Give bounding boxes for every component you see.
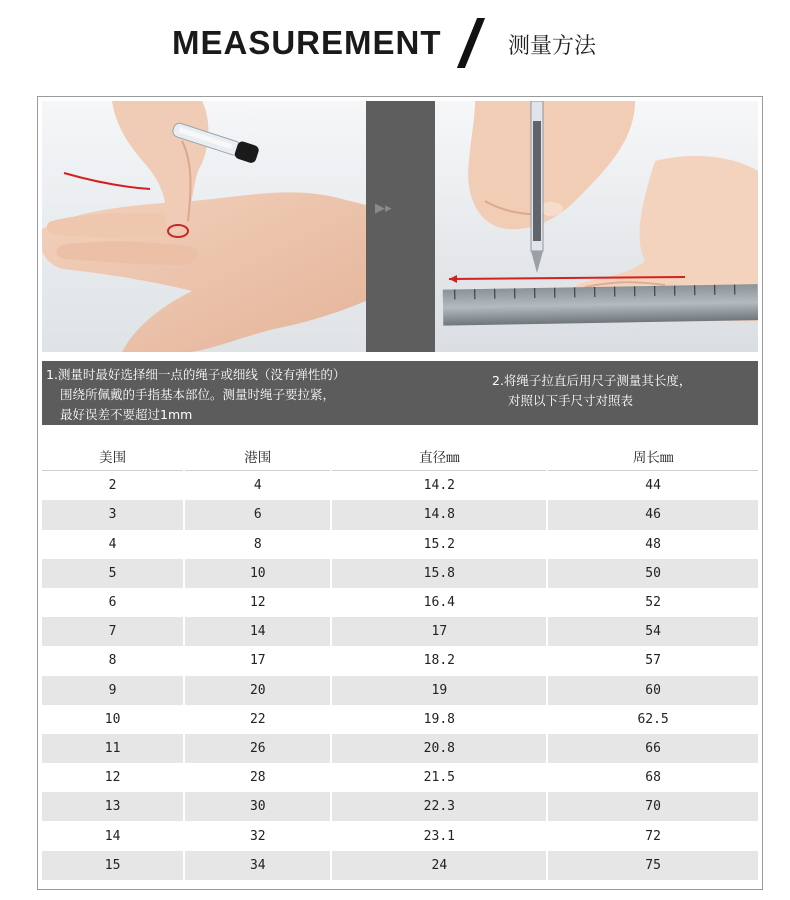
instruction-banner bbox=[42, 361, 758, 425]
cell-us-size: 8 bbox=[42, 646, 184, 675]
table-row bbox=[42, 471, 758, 501]
cell-us-size: 14 bbox=[42, 821, 184, 850]
page-title: MEASUREMENT bbox=[172, 24, 442, 61]
cell-diameter: 14.2 bbox=[331, 471, 547, 501]
cell-us-size: 6 bbox=[42, 588, 184, 617]
cell-hk-size: 12 bbox=[184, 588, 331, 617]
cell-hk-size: 4 bbox=[184, 471, 331, 501]
cell-circumference: 44 bbox=[645, 478, 661, 494]
cell-hk-size: 32 bbox=[184, 821, 331, 850]
ruler-measuring-icon bbox=[435, 101, 758, 352]
page-subtitle: 测量方法 bbox=[508, 34, 597, 59]
cell-diameter: 19.8 bbox=[331, 705, 547, 734]
cell-hk-size: 10 bbox=[184, 559, 331, 588]
table-row bbox=[42, 617, 758, 646]
cell-circumference: 50 bbox=[547, 559, 758, 588]
slash-divider bbox=[457, 18, 485, 68]
cell-hk-size: 34 bbox=[184, 851, 331, 880]
cell-us-size: 9 bbox=[42, 676, 184, 705]
instruction-text: 最好误差不要超过1mm bbox=[60, 407, 193, 422]
cell-diameter: 21.5 bbox=[331, 763, 547, 792]
cell-circumference: 46 bbox=[547, 500, 758, 529]
cell-us-size: 13 bbox=[42, 792, 184, 821]
cell-hk-size: 22 bbox=[184, 705, 331, 734]
cell-diameter: 18.2 bbox=[331, 646, 547, 675]
cell-circumference: 57 bbox=[645, 653, 661, 669]
table-row bbox=[42, 821, 758, 850]
table-row bbox=[42, 851, 758, 880]
cell-diameter: 22.3 bbox=[331, 792, 547, 821]
ruler-measure-photo bbox=[435, 101, 758, 352]
cell-circumference: 66 bbox=[547, 734, 758, 763]
instruction-text: 围绕所佩戴的手指基本部位。测量时绳子要拉紧， bbox=[60, 387, 336, 402]
table-row bbox=[42, 530, 758, 559]
column-header-us-size: 美围 bbox=[42, 441, 184, 471]
cell-circumference: 68 bbox=[645, 770, 661, 786]
cell-circumference: 52 bbox=[645, 595, 661, 611]
hand-measure-photo bbox=[42, 101, 366, 352]
cell-us-size: 10 bbox=[42, 705, 184, 734]
cell-diameter: 20.8 bbox=[331, 734, 547, 763]
cell-diameter: 23.1 bbox=[331, 821, 547, 850]
next-arrow-icon: ▶ ▸ bbox=[375, 201, 390, 216]
table-row bbox=[42, 588, 758, 617]
page-header bbox=[0, 0, 790, 90]
cell-us-size: 12 bbox=[42, 763, 184, 792]
cell-circumference: 60 bbox=[547, 676, 758, 705]
cell-us-size: 3 bbox=[42, 500, 184, 529]
cell-hk-size: 20 bbox=[184, 676, 331, 705]
cell-circumference: 72 bbox=[645, 828, 661, 844]
table-row bbox=[42, 500, 758, 529]
table-row bbox=[42, 559, 758, 588]
cell-hk-size: 28 bbox=[184, 763, 331, 792]
instruction-text: 2.将绳子拉直后用尺子测量其长度， bbox=[492, 373, 692, 388]
cell-hk-size: 17 bbox=[184, 646, 331, 675]
cell-diameter: 17 bbox=[331, 617, 547, 646]
ring-size-table bbox=[42, 441, 758, 880]
instruction-text: 1.测量时最好选择细一点的绳子或细线（没有弹性的） bbox=[46, 367, 346, 382]
table-row bbox=[42, 646, 758, 675]
cell-diameter: 14.8 bbox=[331, 500, 547, 529]
table-row bbox=[42, 734, 758, 763]
cell-us-size: 15 bbox=[42, 851, 184, 880]
instruction-text: 对照以下手尺寸对照表 bbox=[508, 393, 634, 408]
column-header-diameter: 直径㎜ bbox=[331, 441, 547, 471]
cell-us-size: 7 bbox=[42, 617, 184, 646]
cell-circumference: 48 bbox=[645, 536, 661, 552]
table-header-row bbox=[42, 441, 758, 471]
instruction-step-1 bbox=[46, 365, 345, 425]
cell-circumference: 54 bbox=[547, 617, 758, 646]
column-header-circumference: 周长㎜ bbox=[547, 441, 758, 471]
cell-diameter: 24 bbox=[331, 851, 547, 880]
cell-us-size: 5 bbox=[42, 559, 184, 588]
cell-diameter: 15.2 bbox=[331, 530, 547, 559]
cell-hk-size: 14 bbox=[184, 617, 331, 646]
cell-hk-size: 6 bbox=[184, 500, 331, 529]
cell-diameter: 19 bbox=[331, 676, 547, 705]
table-row bbox=[42, 792, 758, 821]
cell-us-size: 11 bbox=[42, 734, 184, 763]
cell-diameter: 15.8 bbox=[331, 559, 547, 588]
cell-us-size: 4 bbox=[42, 530, 184, 559]
cell-diameter: 16.4 bbox=[331, 588, 547, 617]
table-body bbox=[42, 471, 758, 880]
cell-circumference: 70 bbox=[547, 792, 758, 821]
table-row bbox=[42, 705, 758, 734]
table-row bbox=[42, 676, 758, 705]
cell-circumference: 62.5 bbox=[637, 711, 669, 727]
cell-hk-size: 30 bbox=[184, 792, 331, 821]
instruction-step-2 bbox=[492, 371, 691, 411]
photo-divider bbox=[366, 101, 435, 352]
hand-with-string-icon bbox=[42, 101, 366, 352]
table-row bbox=[42, 763, 758, 792]
cell-us-size: 2 bbox=[42, 471, 184, 501]
cell-circumference: 75 bbox=[547, 851, 758, 880]
cell-hk-size: 8 bbox=[184, 530, 331, 559]
column-header-hk-size: 港围 bbox=[184, 441, 331, 471]
cell-hk-size: 26 bbox=[184, 734, 331, 763]
measurement-guide-frame bbox=[37, 96, 763, 890]
